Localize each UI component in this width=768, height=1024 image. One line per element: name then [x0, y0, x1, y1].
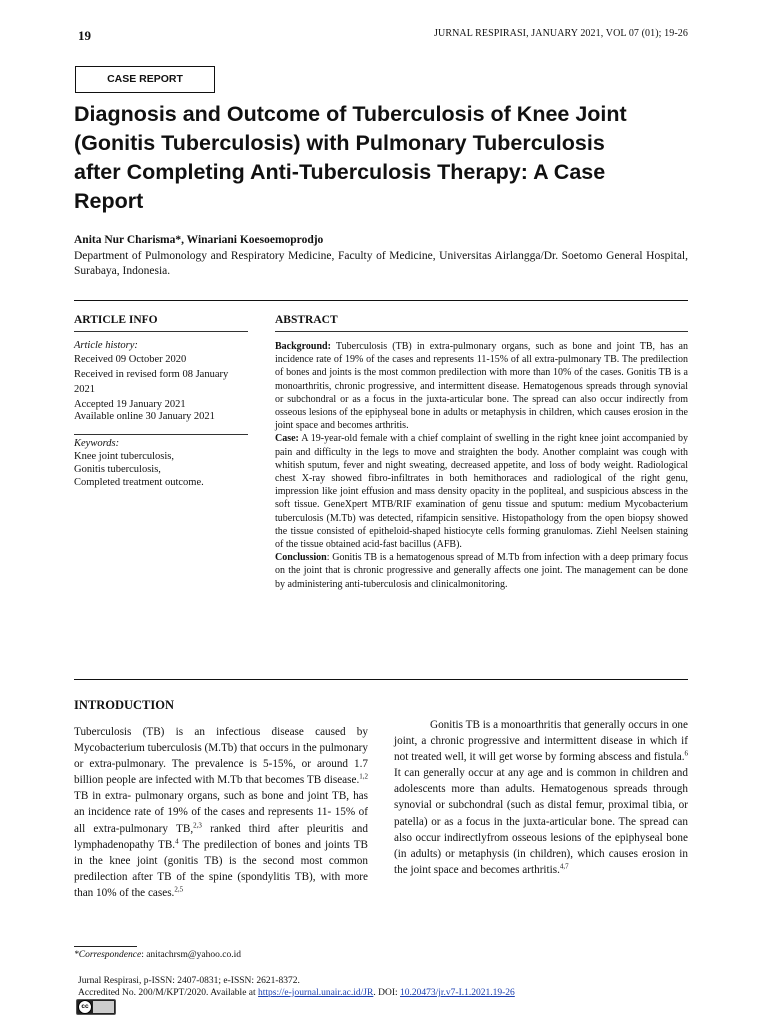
abstract-conclusion: Conclussion: Gonitis TB is a hematogenous spread of M.Tb from infection with a deep primary focus on the joint that is chronic progressive and generally affects one joint. The management can be done by administering anti-tuberculosis and clinicalmonitoring.	[275, 552, 688, 590]
cc-by-icon	[93, 1001, 114, 1013]
abstract-case: Case: A 19-year-old female with a chief complaint of swelling in the right knee joint accompanied by pain and difficulty in the legs to move and straighten the body. Another complaint was cough with whitish sputum, fever and night sweating, decreased appetite, and loss of body weight. Radiological chest X-ray showed fibro-infiltrates in both hemithoraces and radiological of the right genu, impression like joint effusion and mass density opacity in the popliteal, and suspicious abscess in the soft tissue. GeneXpert MTB/RIF examination of genu tissue and sputum: medium Mycobacterium tuberculosis (M.Tb) was detected, rifampicin sensitive. Histopathology from the open biopsy showed the tissue consisted of epitheloid-shaped histiocyte cells forming granulomas. Ziehl Neelsen staining of the tissue obtained acid-fast bacillus (AFB).	[275, 433, 688, 551]
article-title	[74, 100, 694, 216]
affiliation: Department of Pulmonology and Respiratory Medicine, Faculty of Medicine, Universitas Airlangga/Dr. Soetomo General Hospital, Surabaya, Indonesia.	[74, 250, 688, 277]
article-type-badge: CASE REPORT	[75, 66, 215, 93]
cc-logo-icon: cc	[78, 1000, 92, 1014]
abstract-heading: ABSTRACT	[275, 314, 338, 326]
abstract-body	[275, 340, 688, 591]
section-divider	[74, 679, 688, 680]
footer-issn: Jurnal Respirasi, p-ISSN: 2407-0831; e-ISSN: 2621-8372.	[78, 976, 300, 986]
history-line: 2021	[74, 384, 95, 395]
keyword: Knee joint tuberculosis,	[74, 451, 175, 462]
correspondence-note: *Correspondence: anitachrsm@yahoo.co.id	[74, 950, 241, 960]
journal-url-link[interactable]: https://e-journal.unair.ac.id/JR	[258, 988, 374, 998]
title-line: Diagnosis and Outcome of Tuberculosis of Knee Joint	[74, 102, 627, 126]
keywords-label: Keywords:	[74, 438, 120, 449]
introduction-column-2: Gonitis TB is a monoarthritis that generally occurs in one joint, a chronic progressive and intermittent disease in which if not treated well, it will get worse by forming abscess and fistula.$^6$ It can generally occur at any age and is common in children and adolescents more than adults. Hematogenous spreads through synovial or subchondral (such as distal femur, proximal tibia, or patella) or as a focus in the juxta-articular bone. The spread can also occur indirectlyfrom osseous lesions of the epiphyseal bone (in adults) or metaphysis (in children), which causes erosion in the joint space and becomes arthritis.$^{4,7}$	[394, 719, 688, 876]
page-number: 19	[78, 28, 91, 43]
conclusion-label: Conclussion	[275, 552, 327, 564]
section-divider	[74, 300, 688, 301]
history-line: Received 09 October 2020	[74, 354, 187, 365]
creative-commons-license-icon[interactable]	[76, 999, 116, 1015]
footer-accreditation: Accredited No. 200/M/KPT/2020. Available at https://e-journal.unair.ac.id/JR. DOI: 10.20473/jr.v7-I.1.2021.19-26	[78, 988, 515, 998]
history-line: Available online 30 January 2021	[74, 411, 215, 422]
authors: Anita Nur Charisma*, Winariani Koesoemoprodjo	[74, 234, 324, 246]
journal-reference: JURNAL RESPIRASI, JANUARY 2021, VOL 07 (01); 19-26	[434, 28, 688, 39]
article-info-rule	[74, 331, 248, 332]
abstract-background: Background: Tuberculosis (TB) in extra-pulmonary organs, such as bone and joint TB, has an incidence rate of 19% of the cases and represents 11-15% of all extra-pulmonary TB. The predilection of bones and joints is the most common predilection with more than 10% of the cases. Gonitis TB is a monoarthritis, chronic progressive, and intermittent disease. Hematogenous spreads through synovial or subchondral or as a focus in the juxta-articular bone. The spread can also occur indirectly from osseous lesions of the epiphyseal bone in adults or metaphysis in children, which causes erosion in the joint space and becomes arthritis.	[275, 341, 688, 432]
abstract-rule	[275, 331, 688, 332]
background-label: Background:	[275, 341, 331, 352]
title-line: after Completing Anti-Tuberculosis Therapy: A Case	[74, 160, 606, 184]
title-line: Report	[74, 189, 144, 213]
doi-link[interactable]: 10.20473/jr.v7-I.1.2021.19-26	[400, 988, 515, 998]
history-line: Accepted 19 January 2021	[74, 399, 186, 410]
keyword: Completed treatment outcome.	[74, 477, 204, 488]
history-label: Article history:	[74, 340, 138, 351]
history-line: Received in revised form 08 January	[74, 369, 229, 380]
keyword: Gonitis tuberculosis,	[74, 464, 161, 475]
keywords-rule	[74, 434, 248, 435]
article-info-heading: ARTICLE INFO	[74, 314, 158, 326]
introduction-heading: INTRODUCTION	[74, 698, 175, 712]
title-line: (Gonitis Tuberculosis) with Pulmonary Tuberculosis	[74, 131, 605, 155]
footnote-rule	[74, 946, 137, 947]
introduction-column-1: Tuberculosis (TB) is an infectious disease caused by Mycobacterium tuberculosis (M.Tb) that occurs in the pulmonary or extra-pulmonary. The prevalence is 5-15%, or around 1.7 billion people are infected with M.Tb that becomes TB disease.$^{1,2}$ TB in extra- pulmonary organs, such as bone and joint TB, has an incidence rate of 19% of the cases and represents 11- 15% of all extra-pulmonary TB,$^{2,3}$ ranked third after pleuritis and lymphadenopathy TB.$^4$ The predilection of bones and joints TB in the knee joint (gonitis TB) is the second most common predilection after TB of the spine (spondylitis TB), with more than 10% of the cases.$^{2,5}$	[74, 726, 368, 899]
case-label: Case:	[275, 433, 299, 445]
